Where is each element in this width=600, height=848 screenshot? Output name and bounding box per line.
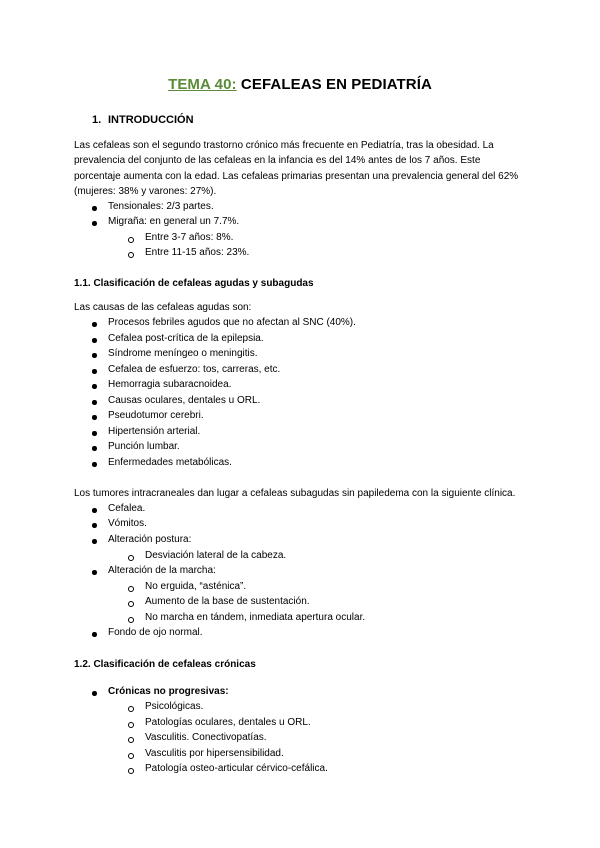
title-text: CEFALEAS EN PEDIATRÍA (236, 76, 432, 93)
page-title (0, 76, 600, 93)
list-item: Cefalea de esfuerzo: tos, carreras, etc. (108, 364, 281, 375)
acute-intro-text: Las causas de las cefaleas agudas son: (74, 302, 252, 313)
circle-bullet-icon (128, 764, 136, 772)
list-item: Entre 11-15 años: 23%. (145, 247, 250, 258)
title-topic-number: TEMA 40: (168, 76, 237, 93)
circle-bullet-icon (128, 248, 136, 256)
list-item: Psicológicas. (145, 701, 204, 712)
list-item: Cefalea. (108, 503, 146, 514)
list-item: No erguida, “asténica”. (145, 581, 247, 592)
list-item: Punción lumbar. (108, 441, 180, 452)
list-item: Tensionales: 2/3 partes. (108, 201, 214, 212)
bullet-icon (91, 380, 99, 388)
intro-paragraph: Las cefaleas son el segundo trastorno crónico más frecuente en Pediatría, tras la obesidad. La prevalencia del conjunto de las cefaleas en la infancia es del 14% antes de los 7 años. Este porcentaje aumenta con la edad. Las cefaleas primarias presentan una prevalencia general del 62% (mujeres: 38% y varones: 27%). (74, 140, 519, 198)
list-item-group: Crónicas no progresivas: (108, 686, 229, 697)
bullet-icon (91, 318, 99, 326)
bullet-icon (91, 628, 99, 636)
list-item: Vasculitis por hipersensibilidad. (145, 748, 284, 759)
bullet-icon (91, 202, 99, 210)
bullet-icon (91, 535, 99, 543)
bullet-icon (91, 442, 99, 450)
circle-bullet-icon (128, 702, 136, 710)
list-item: Desviación lateral de la cabeza. (145, 550, 287, 561)
bullet-icon (91, 504, 99, 512)
list-item: Procesos febriles agudos que no afectan al SNC (40%). (108, 317, 356, 328)
bullet-icon (91, 566, 99, 574)
list-item: Hipertensión arterial. (108, 426, 201, 437)
list-item: Vasculitis. Conectivopatías. (145, 732, 267, 743)
tumors-paragraph: Los tumores intracraneales dan lugar a cefaleas subagudas sin papiledema con la siguiente clínica. (74, 488, 516, 499)
bullet-icon (91, 396, 99, 404)
list-item: Alteración postura: (108, 534, 192, 545)
circle-bullet-icon (128, 551, 136, 559)
list-item: Patología osteo-articular cérvico-cefálica. (145, 763, 328, 774)
list-item: Vómitos. (108, 518, 147, 529)
circle-bullet-icon (128, 582, 136, 590)
list-item: No marcha en tándem, inmediata apertura ocular. (145, 612, 366, 623)
bullet-icon (91, 427, 99, 435)
circle-bullet-icon (128, 718, 136, 726)
subsection-heading-acute: 1.1. Clasificación de cefaleas agudas y subagudas (74, 278, 314, 289)
list-item: Enfermedades metabólicas. (108, 457, 232, 468)
list-item: Migraña: en general un 7.7%. (108, 216, 240, 227)
list-item: Patologías oculares, dentales u ORL. (145, 717, 311, 728)
circle-bullet-icon (128, 733, 136, 741)
list-item: Causas oculares, dentales u ORL. (108, 395, 261, 406)
bullet-icon (91, 411, 99, 419)
section-heading-introduction (92, 114, 194, 126)
bullet-icon (91, 217, 99, 225)
circle-bullet-icon (128, 613, 136, 621)
subsection-heading-chronic: 1.2. Clasificación de cefaleas crónicas (74, 659, 256, 670)
list-item: Aumento de la base de sustentación. (145, 596, 310, 607)
list-item: Síndrome meníngeo o meningitis. (108, 348, 258, 359)
list-item: Cefalea post-crítica de la epilepsia. (108, 333, 264, 344)
list-item: Fondo de ojo normal. (108, 627, 203, 638)
bullet-icon (91, 334, 99, 342)
circle-bullet-icon (128, 749, 136, 757)
list-item: Alteración de la marcha: (108, 565, 216, 576)
section-number: 1. (92, 114, 102, 126)
section-title: INTRODUCCIÓN (108, 114, 194, 126)
bullet-icon (91, 349, 99, 357)
bullet-icon (91, 365, 99, 373)
list-item: Hemorragia subaracnoidea. (108, 379, 232, 390)
bullet-icon (91, 519, 99, 527)
circle-bullet-icon (128, 597, 136, 605)
list-item: Entre 3-7 años: 8%. (145, 232, 234, 243)
circle-bullet-icon (128, 233, 136, 241)
list-item: Pseudotumor cerebri. (108, 410, 204, 421)
bullet-icon (91, 458, 99, 466)
bullet-icon (91, 687, 99, 695)
